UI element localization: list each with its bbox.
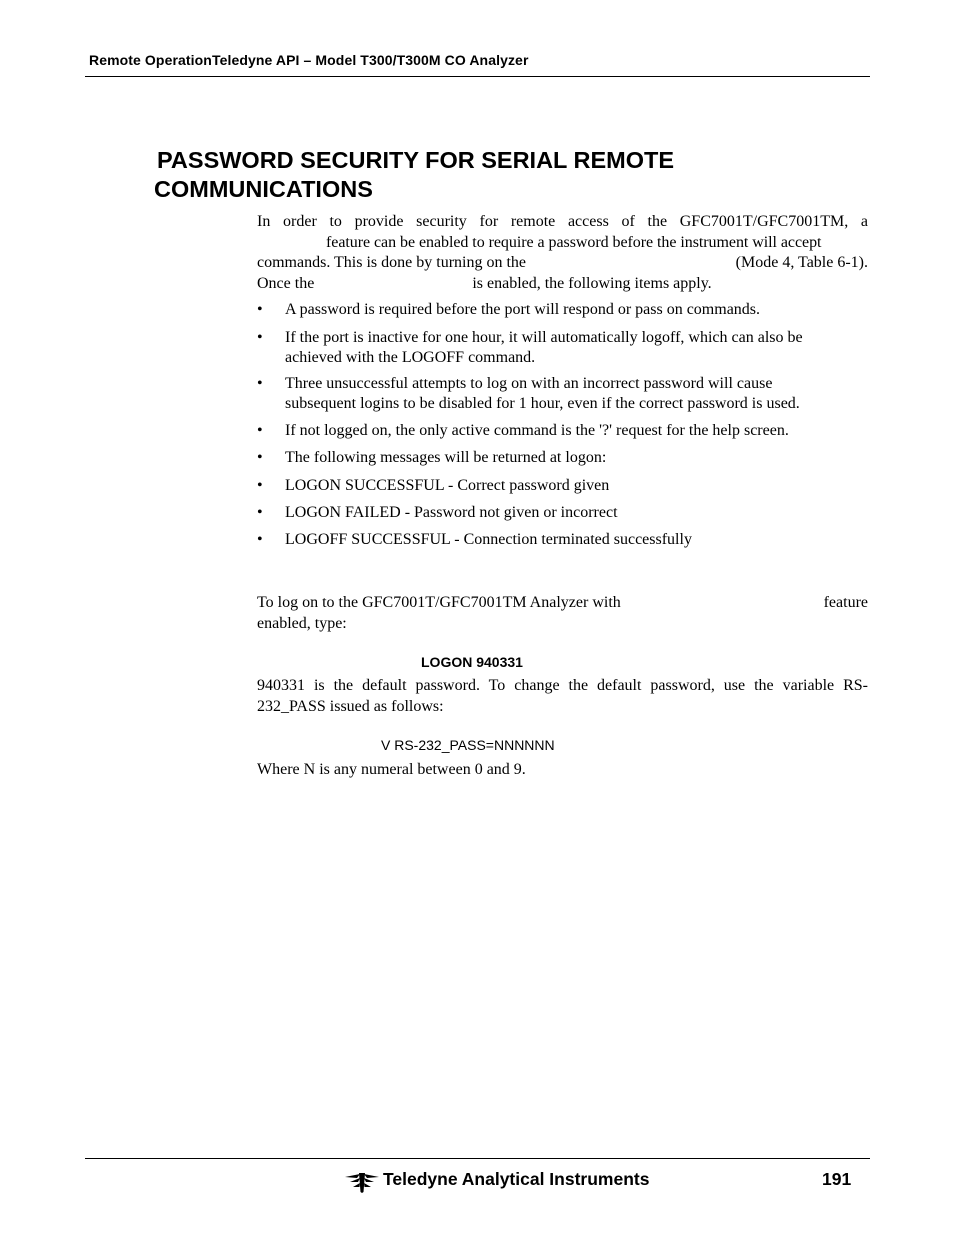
logon-paragraph (257, 593, 868, 634)
teledyne-logo-icon (344, 1170, 380, 1194)
list-item (257, 374, 868, 414)
list-item-text: LOGON FAILED - Password not given or incorrect (285, 504, 618, 521)
list-item (257, 503, 868, 523)
intro-line: feature can be enabled to require a password before the instrument will accept (326, 233, 822, 251)
list-item (257, 300, 868, 320)
list-item (257, 328, 868, 368)
list-item-text: If the port is inactive for one hour, it will automatically logoff, which can also be (285, 329, 803, 346)
numeral-note-text: Where N is any numeral between 0 and 9. (257, 761, 526, 778)
logon-line-part: feature (823, 594, 868, 611)
default-password-paragraph (257, 676, 868, 717)
intro-line-part: commands. This is done by turning on the (257, 254, 527, 271)
intro-line (257, 253, 868, 274)
section-title (154, 146, 674, 204)
running-header: Remote OperationTeledyne API – Model T300/T300M CO Analyzer (89, 52, 529, 68)
list-item (257, 476, 868, 496)
bullet-icon: • (257, 329, 263, 346)
header-rule (85, 76, 870, 77)
logon-line: enabled, type: (257, 614, 347, 632)
footer-rule (85, 1158, 870, 1159)
change-password-command: V RS-232_PASS=NNNNNN (381, 737, 555, 753)
numeral-note (257, 760, 868, 781)
list-item-text: The following messages will be returned at logon: (285, 449, 607, 466)
logon-line-part: To log on to the GFC7001T/GFC7001TM Analyzer with (257, 594, 621, 611)
intro-line-part: Once the (257, 274, 315, 292)
bullet-icon: • (257, 477, 263, 494)
list-item-text: achieved with the LOGOFF command. (285, 349, 536, 366)
bullet-icon: • (257, 422, 263, 439)
list-item-text: LOGON SUCCESSFUL - Correct password given (285, 477, 610, 494)
section-title-line-1: PASSWORD SECURITY FOR SERIAL REMOTE (157, 147, 675, 173)
default-password-line: 940331 is the default password. To change the default password, use the variable RS- (257, 677, 868, 694)
intro-line-part: (Mode 4, Table 6-1). (735, 254, 868, 271)
logon-command: LOGON 940331 (421, 654, 523, 670)
list-item (257, 421, 868, 441)
intro-paragraph (257, 212, 868, 294)
list-item (257, 448, 868, 468)
list-item (257, 530, 868, 550)
intro-line-part: is enabled, the following items apply. (472, 274, 712, 292)
page-number: 191 (822, 1169, 852, 1189)
list-item-text: subsequent logins to be disabled for 1 hour, even if the correct password is used. (285, 395, 800, 412)
footer-company-name: Teledyne Analytical Instruments (383, 1169, 650, 1189)
bullet-icon: • (257, 531, 263, 548)
intro-line: In order to provide security for remote access of the GFC7001T/GFC7001TM, a (257, 213, 868, 230)
list-item-text: LOGOFF SUCCESSFUL - Connection terminated successfully (285, 531, 692, 548)
logon-line (257, 593, 868, 614)
list-item-text: A password is required before the port will respond or pass on commands. (285, 301, 761, 318)
bullet-icon: • (257, 375, 263, 392)
list-item-text: Three unsuccessful attempts to log on with an incorrect password will cause (285, 375, 773, 392)
default-password-line: 232_PASS issued as follows: (257, 697, 444, 715)
bullet-icon: • (257, 301, 263, 318)
list-item-text: If not logged on, the only active command is the '?' request for the help screen. (285, 422, 789, 439)
intro-line (257, 274, 868, 295)
bullet-icon: • (257, 449, 263, 466)
bullet-icon: • (257, 504, 263, 521)
section-title-line-2: COMMUNICATIONS (154, 176, 373, 202)
